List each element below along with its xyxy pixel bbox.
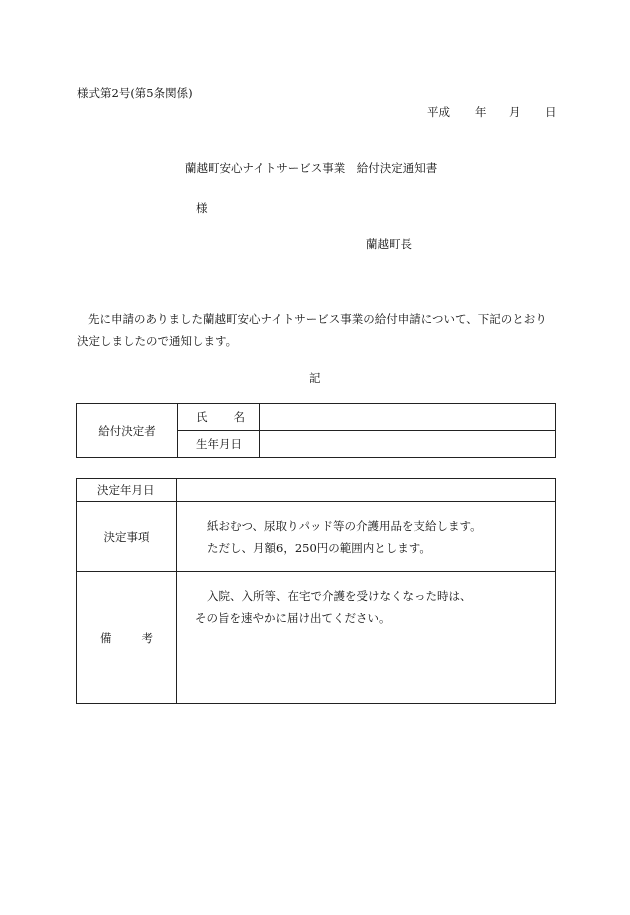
decision-matter-line1: 紙おむつ、尿取りパッド等の介護用品を支給します。: [207, 518, 482, 533]
remarks-label: [77, 572, 177, 704]
name-label-second: 名: [233, 410, 245, 424]
remarks-label-first: 備: [100, 630, 112, 645]
birthdate-label: 生年月日: [178, 431, 260, 458]
recipient-group-label: 給付決定者: [77, 404, 178, 458]
ki-marker: 記: [309, 371, 321, 385]
date-era: 平成: [427, 105, 450, 119]
decision-matter-label: 決定事項: [77, 502, 177, 572]
date-day: 日: [545, 105, 557, 119]
name-label: [178, 404, 260, 431]
issuer-name: 蘭越町長: [366, 237, 412, 251]
form-number: 様式第2号(第5条関係): [77, 86, 193, 100]
recipient-table: [76, 403, 556, 458]
remarks-line1: 入院、入所等、在宅で介護を受けなくなった時は、: [207, 589, 472, 603]
date-year: 年: [475, 105, 487, 119]
name-label-first: 氏: [196, 410, 208, 424]
recipient-suffix: 様: [196, 201, 208, 215]
decision-matter-line2: ただし、月額6，250円の範囲内とします。: [207, 540, 431, 555]
decision-date-value: [177, 479, 556, 502]
date-month: 月: [509, 105, 521, 119]
birthdate-value: [260, 431, 556, 458]
decision-table: [76, 478, 556, 704]
decision-matter-value: [177, 502, 556, 572]
notice-paragraph: 先に申請のありました蘭越町安心ナイトサービス事業の給付申請について、下記のとおり決定しましたので通知します。: [77, 312, 547, 348]
decision-date-label: 決定年月日: [77, 479, 177, 502]
remarks-value: [177, 572, 556, 704]
document-title: 蘭越町安心ナイトサービス事業 給付決定通知書: [185, 161, 438, 175]
name-value: [260, 404, 556, 431]
remarks-line2: その旨を速やかに届け出てください。: [195, 611, 391, 625]
remarks-label-second: 考: [141, 630, 153, 645]
